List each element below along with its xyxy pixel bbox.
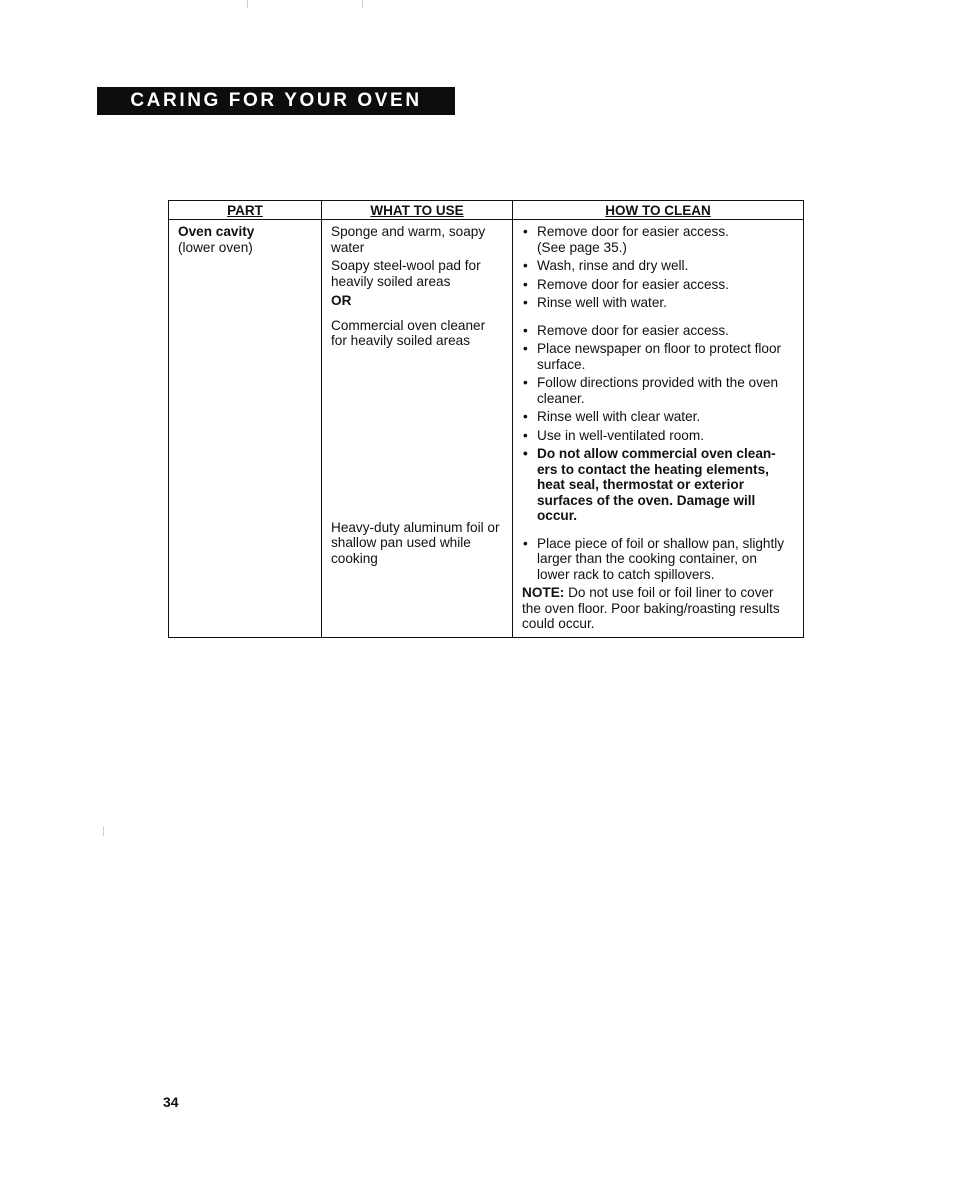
list-item: • Rinse well with clear water. [522,409,795,425]
page-number: 34 [163,1094,179,1110]
header-what-to-use: WHAT TO USE [322,201,513,220]
scan-mark [103,826,104,836]
list-item: • Wash, rinse and dry well. [522,258,795,274]
section-title: CARING FOR YOUR OVEN [130,90,422,111]
clean-steps-foil [522,536,795,583]
part-name: Oven cavity [178,224,255,239]
scan-mark [362,0,363,8]
list-item: • Follow directions provided with the oven cleaner. [522,375,795,406]
list-item: • Place newspaper on floor to protect floor surface. [522,341,795,372]
table-header-row [169,201,804,220]
warning-item: • Do not allow commercial oven clean- ers to contact the heating elements, heat seal, thermostat or exterior surfaces of the oven. Damage will occur. [522,446,795,524]
use-commercial-cleaner: Commercial oven cleaner for heavily soiled areas [331,317,486,348]
note-label: NOTE: [522,585,565,600]
or-label: OR [331,293,352,308]
header-part: PART [169,201,322,220]
note-block: NOTE: Do not use foil or foil liner to cover the oven floor. Poor baking/roasting results could occur. [522,585,780,631]
list-item: • Remove door for easier access. (See page 35.) [522,224,795,255]
list-item: • Remove door for easier access. [522,277,795,293]
part-sub: (lower oven) [178,239,253,255]
cleaning-table [168,200,804,638]
table-row [169,220,804,638]
clean-steps-commercial [522,323,795,524]
list-item: • Remove door for easier access. [522,323,795,339]
header-how-to-clean: HOW TO CLEAN [513,201,804,220]
section-title-banner [97,87,455,115]
list-item: • Place piece of foil or shallow pan, slightly larger than the cooking container, on lower rack to catch spillovers. [522,536,795,583]
what-to-use-cell [322,220,513,638]
clean-steps-sponge [522,224,795,311]
use-aluminum-foil: Heavy-duty aluminum foil or shallow pan used while cooking [331,519,500,566]
how-to-clean-cell [513,220,804,638]
use-steel-wool: Soapy steel-wool pad for heavily soiled areas [331,258,481,289]
scan-mark [247,0,248,8]
part-cell [169,220,322,638]
list-item: • Rinse well with water. [522,295,795,311]
use-sponge: Sponge and warm, soapy water [331,224,486,255]
note-text: Do not use foil or foil liner to cover [564,585,774,600]
list-item: • Use in well-ventilated room. [522,428,795,444]
